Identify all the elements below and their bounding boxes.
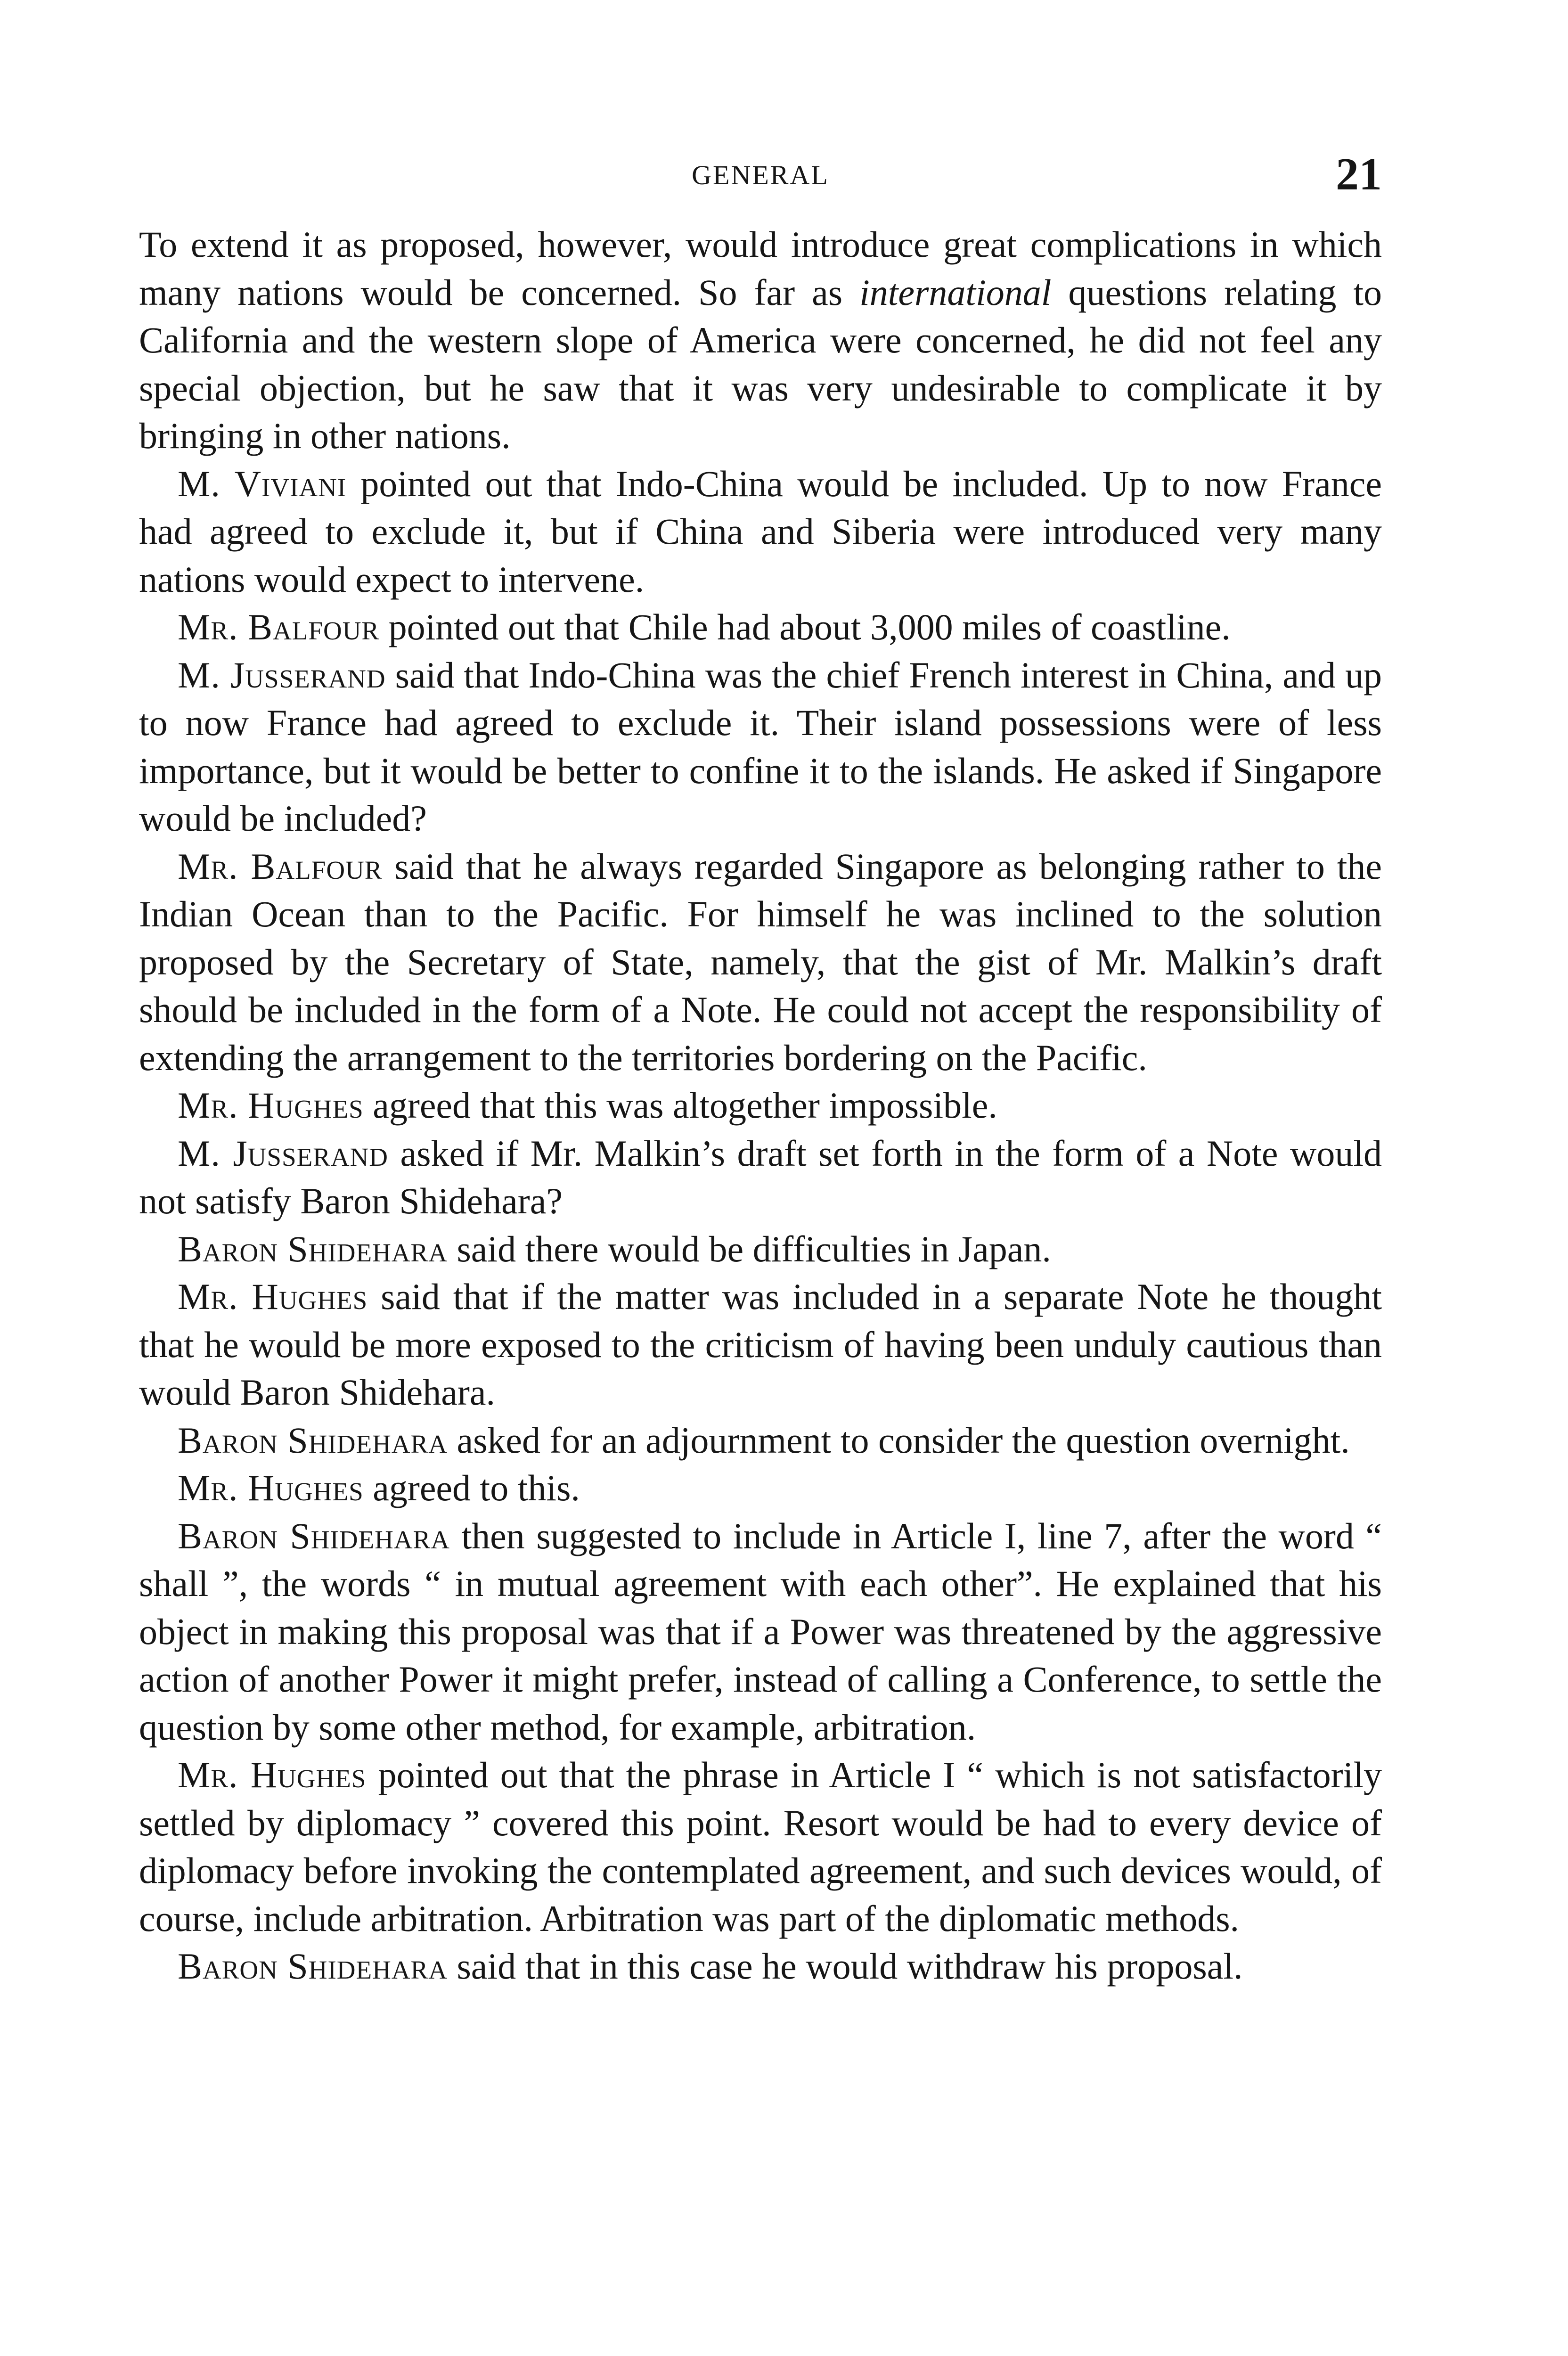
paragraph-text: pointed out that Chile had about 3,000 miles of coastline. (379, 606, 1231, 647)
speaker-name: Baron Shidehara (178, 1419, 448, 1461)
paragraph (139, 1464, 1382, 1512)
paragraph-text: agreed to this. (363, 1467, 580, 1508)
paragraph-text: asked for an adjournment to consider the question overnight. (447, 1419, 1350, 1461)
paragraph (139, 1081, 1382, 1129)
paragraph (139, 1273, 1382, 1416)
paragraph (139, 1225, 1382, 1273)
speaker-name: M. Viviani (178, 463, 347, 504)
speaker-name: Baron Shidehara (178, 1228, 448, 1269)
paragraph-text: pointed out that the phrase in Article I “ which is not satisfactorily settled by diplomacy ” covered this point. Resort would be had to every device of diplomacy before invoking the contemplated agreement, and such devices would, of course, include arbitration. Arbitration was part of the diplomatic methods. (139, 1754, 1382, 1939)
speaker-name: Mr. Balfour (178, 606, 380, 647)
paragraph-text: agreed that this was altogether impossible. (363, 1085, 997, 1126)
paragraph (139, 1129, 1382, 1225)
paragraph-text: then suggested to include in Article I, line 7, after the word “ shall ”, the words “ in mutual agreement with each other”. He explained that his object in making this proposal was that if a Power was threatened by the aggressive action of another Power it might prefer, instead of calling a Conference, to settle the question by some other method, for example, arbitration. (139, 1515, 1382, 1748)
paragraph (139, 1416, 1382, 1464)
speaker-name: M. Jusserand (178, 654, 386, 695)
speaker-name: Mr. Hughes (178, 1276, 368, 1317)
paragraph-text: said that Indo-China was the chief French interest in China, and up to now France had agreed to exclude it. Their island possessions were of less importance, but it would be better to confine it to the islands. He asked if Singapore would be included? (139, 654, 1382, 839)
paragraph (139, 460, 1382, 604)
paragraph (139, 843, 1382, 1082)
paragraph (139, 221, 1382, 460)
paragraph-text: said that if the matter was included in a separate Note he thought that he would be more exposed to the criticism of having been unduly cautious than would Baron Shidehara. (139, 1276, 1382, 1413)
speaker-name: Mr. Balfour (178, 845, 383, 887)
paragraph-text: asked if Mr. Malkin’s draft set forth in the form of a Note would not satisfy Baron Shidehara? (139, 1132, 1382, 1221)
paragraph-text: said that in this case he would withdraw his proposal. (447, 1946, 1243, 1987)
speaker-name: Mr. Hughes (178, 1085, 364, 1126)
speaker-name: Baron Shidehara (178, 1946, 448, 1987)
paragraph (139, 1751, 1382, 1942)
speaker-name: Mr. Hughes (178, 1467, 364, 1508)
speaker-name: M. Jusserand (178, 1132, 389, 1174)
paragraph-text: pointed out that Indo-China would be included. Up to now France had agreed to exclude it, but if China and Siberia were introduced very many nations would expect to intervene. (139, 463, 1382, 600)
paragraph (139, 651, 1382, 843)
paragraph-text: questions relating to California and the western slope of America were concerned, he did not feel any special objection, but he saw that it was very undesirable to complicate it by bringing in other nations. (139, 271, 1382, 456)
speaker-name: Mr. Hughes (178, 1754, 367, 1795)
paragraph (139, 1512, 1382, 1751)
paragraph (139, 603, 1382, 651)
running-title: GENERAL (692, 160, 829, 190)
italic-term: international (859, 271, 1052, 313)
paragraph-text: said that he always regarded Singapore as belonging rather to the Indian Ocean than to the Pacific. For himself he was inclined to the solution proposed by the Secretary of State, namely, that the gist of Mr. Malkin’s draft should be included in the form of a Note. He could not accept the responsibility of extending the arrangement to the territories bordering on the Pacific. (139, 845, 1382, 1078)
document-page (139, 149, 1382, 1990)
paragraph-text: To extend it as proposed, however, would introduce great complications in which many nations would be concerned. So far as (139, 224, 1382, 313)
paragraph (139, 1942, 1382, 1990)
body-text (139, 221, 1382, 1990)
running-header (139, 149, 1382, 212)
paragraph-text: said there would be difficulties in Japan. (447, 1228, 1051, 1269)
page-number: 21 (1336, 149, 1382, 200)
speaker-name: Baron Shidehara (178, 1515, 450, 1556)
